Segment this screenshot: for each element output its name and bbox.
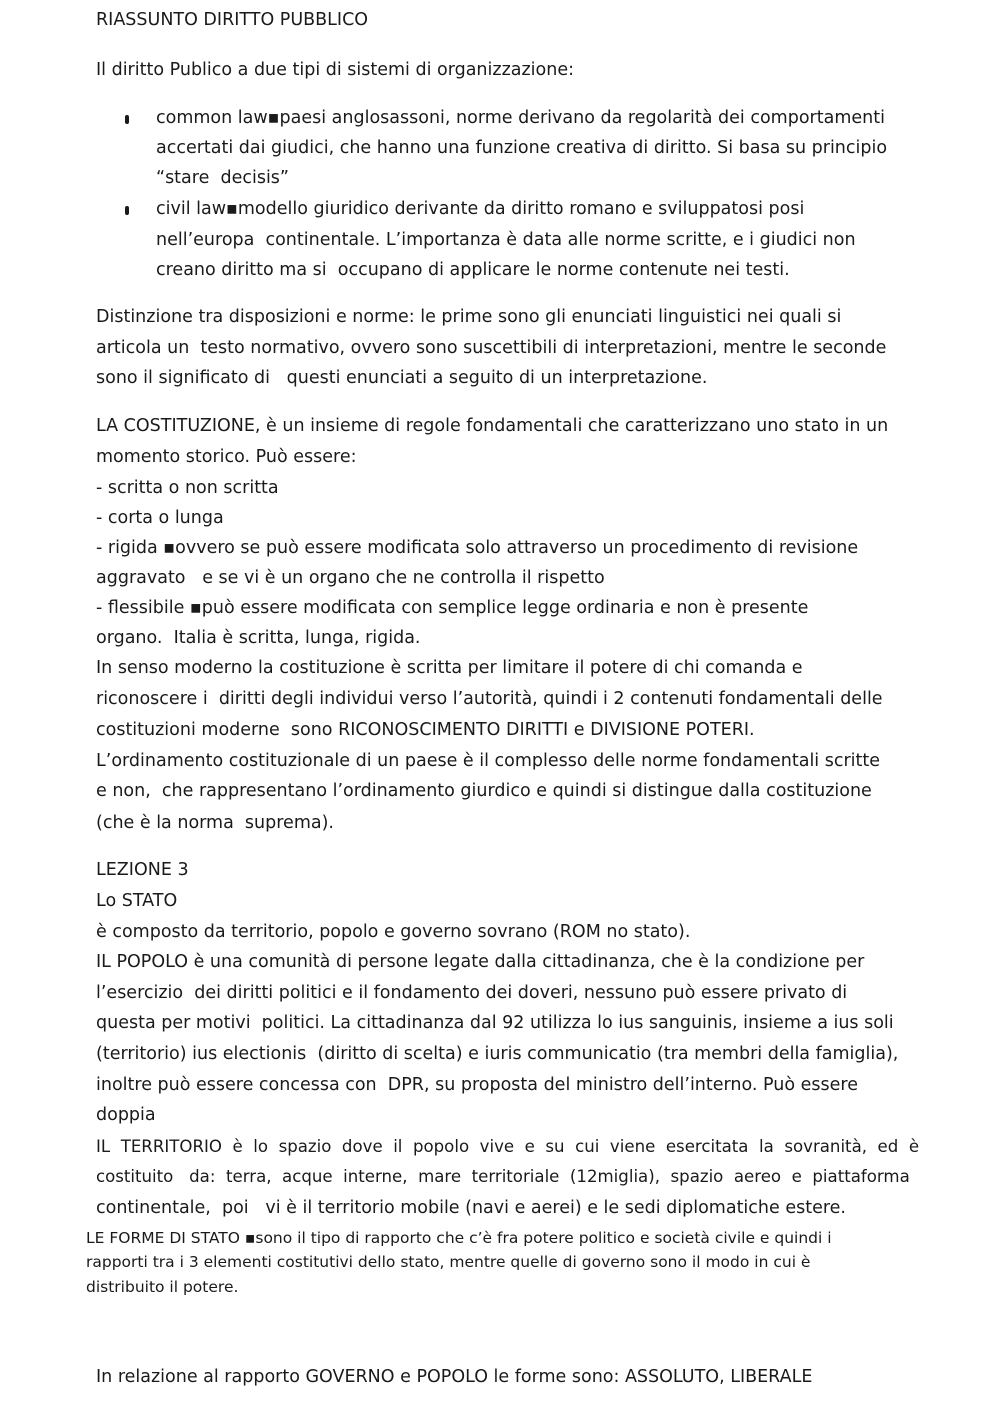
text-line: - rigida ▪ovvero se può essere modificata solo attraverso un procedimento di revisione <box>96 538 859 558</box>
text-line: momento storico. Può essere: <box>96 447 357 467</box>
text-line: e non, che rappresentano l’ordinamento giurdico e quindi si distingue dalla costituzione <box>96 781 872 801</box>
bullet-1-line-2: accertati dai giudici, che hanno una funzione creativa di diritto. Si basa su principio <box>156 138 888 158</box>
text-line: (territorio) ius electionis (diritto di scelta) e iuris communicatio (tra membri della famiglia), <box>96 1044 899 1064</box>
bullet-1-line-3: “stare decisis” <box>156 168 289 188</box>
text-line: IL POPOLO è una comunità di persone legate dalla cittadinanza, che è la condizione per <box>96 952 865 972</box>
bullet-2-line-2: nell’europa continentale. L’importanza è data alle norme scritte, e i giudici non <box>156 230 856 250</box>
text-line: - flessibile ▪può essere modificata con semplice legge ordinaria e non è presente <box>96 598 809 618</box>
text-line: - corta o lunga <box>96 508 224 528</box>
text-line: inoltre può essere concessa con DPR, su proposta del ministro dell’interno. Può essere <box>96 1075 858 1095</box>
bullet-icon <box>124 108 130 118</box>
intro-paragraph: Il diritto Publico a due tipi di sistemi di organizzazione: <box>96 60 574 80</box>
bullet-1-line-1: common law▪paesi anglosassoni, norme derivano da regolarità dei comportamenti <box>156 108 885 128</box>
text-line: In senso moderno la costituzione è scritta per limitare il potere di chi comanda e <box>96 658 803 678</box>
text-line: distribuito il potere. <box>86 1278 239 1296</box>
document-title: RIASSUNTO DIRITTO PUBBLICO <box>96 10 369 30</box>
text-line: LA COSTITUZIONE, è un insieme di regole fondamentali che caratterizzano uno stato in un <box>96 416 889 436</box>
text-line: aggravato e se vi è un organo che ne controlla il rispetto <box>96 568 605 588</box>
text-line: è composto da territorio, popolo e governo sovrano (ROM no stato). <box>96 922 691 942</box>
text-line: costituito da: terra, acque interne, mare territoriale (12miglia), spazio aereo e piattaforma <box>96 1167 910 1186</box>
text-line: - scritta o non scritta <box>96 478 279 498</box>
bullet-2-line-1: civil law▪modello giuridico derivante da diritto romano e sviluppatosi posi <box>156 199 805 219</box>
text-line: IL TERRITORIO è lo spazio dove il popolo vive e su cui viene esercitata la sovranità, ed è <box>96 1137 920 1156</box>
text-line: costituzioni moderne sono RICONOSCIMENTO DIRITTI e DIVISIONE POTERI. <box>96 720 755 740</box>
section-heading: LEZIONE 3 <box>96 860 189 880</box>
bullet-2-line-3: creano diritto ma si occupano di applicare le norme contenute nei testi. <box>156 260 790 280</box>
text-line: (che è la norma suprema). <box>96 813 334 833</box>
text-line: articola un testo normativo, ovvero sono suscettibili di interpretazioni, mentre le seconde <box>96 338 887 358</box>
section-subheading: Lo STATO <box>96 891 178 911</box>
text-line: sono il significato di questi enunciati a seguito di un interpretazione. <box>96 368 708 388</box>
text-line: riconoscere i diritti degli individui verso l’autorità, quindi i 2 contenuti fondamentali delle <box>96 689 883 709</box>
text-line: l’esercizio dei diritti politici e il fondamento dei doveri, nessuno può essere privato di <box>96 983 848 1003</box>
final-line: In relazione al rapporto GOVERNO e POPOLO le forme sono: ASSOLUTO, LIBERALE <box>96 1367 813 1387</box>
text-line: continentale, poi vi è il territorio mobile (navi e aerei) e le sedi diplomatiche estere. <box>96 1198 846 1218</box>
text-line: Distinzione tra disposizioni e norme: le prime sono gli enunciati linguistici nei quali si <box>96 307 842 327</box>
text-line: organo. Italia è scritta, lunga, rigida. <box>96 628 421 648</box>
text-line: LE FORME DI STATO ▪sono il tipo di rapporto che c’è fra potere politico e società civile e quindi i <box>86 1229 832 1247</box>
text-line: L’ordinamento costituzionale di un paese è il complesso delle norme fondamentali scritte <box>96 751 881 771</box>
text-line: questa per motivi politici. La cittadinanza dal 92 utilizza lo ius sanguinis, insieme a ius soli <box>96 1013 894 1033</box>
text-line: doppia <box>96 1105 156 1125</box>
text-line: rapporti tra i 3 elementi costitutivi dello stato, mentre quelle di governo sono il modo in cui è <box>86 1253 811 1271</box>
bullet-icon <box>124 199 130 209</box>
